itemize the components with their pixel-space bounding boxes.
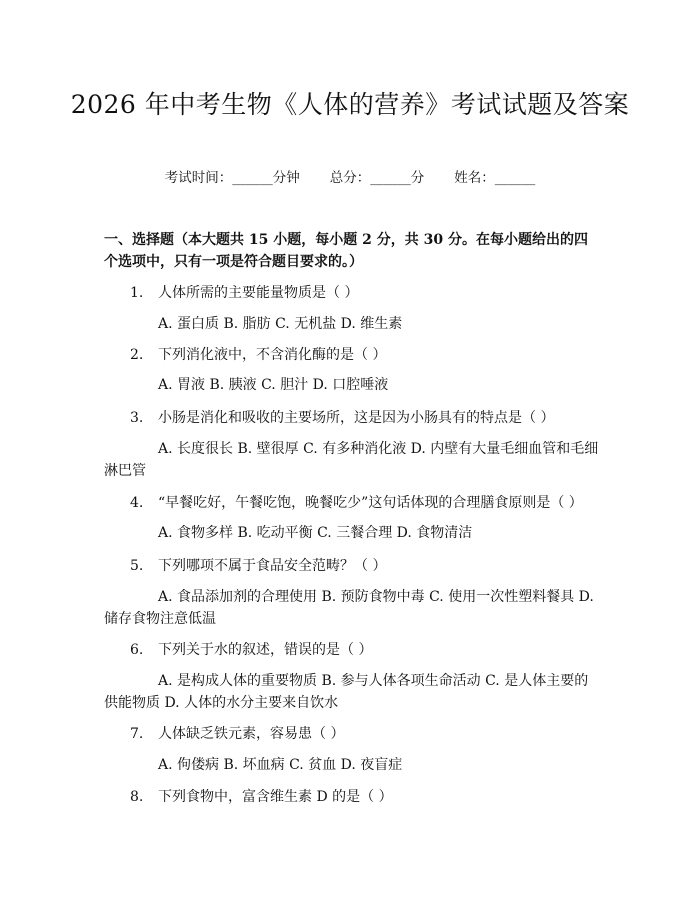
question-number: 4. [130,495,144,511]
question-number: 2. [130,347,144,363]
question-number: 1. [130,285,144,301]
question-5-options: A. 食品添加剂的合理使用 B. 预防食物中毒 C. 使用一次性塑料餐具 D. 储存食物注意低温 [104,589,594,627]
question-text: 下列哪项不属于食品安全范畴？（ ） [158,558,387,574]
question-number: 5. [130,558,144,574]
question-number: 8. [130,789,144,805]
question-3-options: A. 长度很长 B. 壁很厚 C. 有多种消化液 D. 内壁有大量毛细血管和毛细淋巴管 [104,441,599,479]
page-title: 2026 年中考生物《人体的营养》考试试题及答案 [70,90,630,119]
question-1-options: A. 蛋白质 B. 脂肪 C. 无机盐 D. 维生素 [158,316,403,332]
question-text: “早餐吃好，午餐吃饱，晚餐吃少”这句话体现的合理膳食原则是（ ） [158,495,583,511]
question-text: 下列食物中，富含维生素 D 的是（ ） [158,789,393,805]
question-number: 3. [130,410,144,426]
question-text: 人体所需的主要能量物质是（ ） [158,285,359,301]
question-text: 下列消化液中，不含消化酶的是（ ） [158,347,387,363]
question-number: 7. [130,726,144,742]
question-number: 6. [130,642,144,658]
question-text: 人体缺乏铁元素，容易患（ ） [158,726,345,742]
question-text: 下列关于水的叙述，错误的是（ ） [158,642,373,658]
question-text: 小肠是消化和吸收的主要场所，这是因为小肠具有的特点是（ ） [158,410,555,426]
question-2-options: A. 胃液 B. 胰液 C. 胆汁 D. 口腔唾液 [158,377,389,393]
exam-score: 总分：______分 [329,170,425,186]
exam-name: 姓名：______ [454,170,536,186]
question-4-options: A. 食物多样 B. 吃动平衡 C. 三餐合理 D. 食物清洁 [158,525,473,541]
question-6-options: A. 是构成人体的重要物质 B. 参与人体各项生命活动 C. 是人体主要的供能物质 D. 人体的水分主要来自饮水 [104,673,589,711]
section-heading: 一、选择题（本大题共 15 小题，每小题 2 分，共 30 分。在每小题给出的四个选项中，只有一项是符合题目要求的。） [104,232,588,270]
question-7-options: A. 佝偻病 B. 坏血病 C. 贫血 D. 夜盲症 [158,757,403,773]
exam-time: 考试时间：______分钟 [164,170,300,186]
exam-meta [0,168,700,188]
